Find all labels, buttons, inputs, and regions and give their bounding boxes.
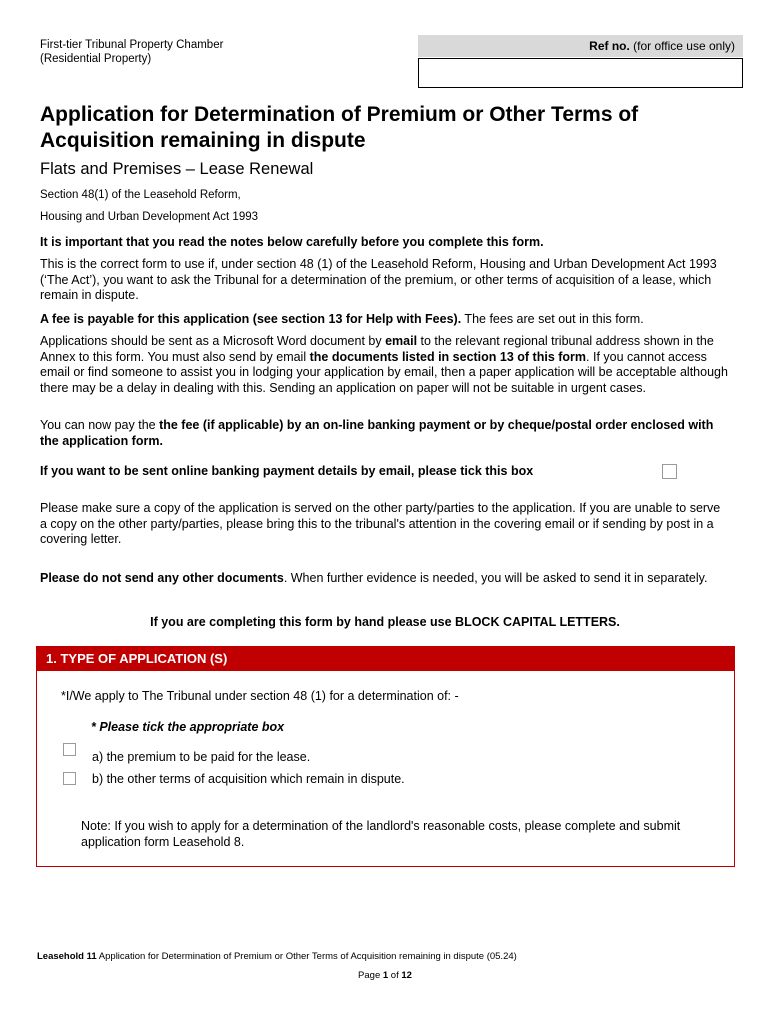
org-line-2: (Residential Property) (40, 53, 152, 65)
form-id: Leasehold 11 (37, 951, 97, 962)
correct-form-paragraph: This is the correct form to use if, under section 48 (1) of the Leasehold Reform, Housing and Urban Development Act 1993 (‘The Act’), you want to ask the Tribunal for a determination of the premium, or other terms of acquisition of a lease, which remain in dispute. (40, 257, 717, 302)
option-b-label: b) the other terms of acquisition which remain in dispute. (92, 772, 405, 786)
payment-paragraph (40, 418, 730, 449)
ref-label: Ref no. (589, 39, 630, 53)
online-banking-label (40, 464, 640, 480)
fee-paragraph (40, 312, 730, 328)
serve-paragraph: Please make sure a copy of the application is served on the other party/parties to the application. If you are unable to serve a copy on the other party/parties, please bring this to the tribunal's attention in the covering email or if sending by post in a covering letter. (40, 501, 721, 546)
section-type-of-application (36, 646, 735, 867)
page-of: of (388, 970, 402, 981)
online-tick-text: If you want to be sent online banking payment details by email, please tick this box (40, 464, 534, 478)
option-a-checkbox[interactable] (63, 743, 76, 756)
important-note (40, 235, 730, 251)
ref-no-label (418, 35, 743, 57)
form-footer (37, 951, 737, 963)
important-text: It is important that you read the notes below carefully before you complete this form. (40, 235, 544, 249)
apps-bold: the documents listed in section 13 of this form (309, 349, 587, 364)
page-number (0, 970, 770, 982)
org-line-1: First-tier Tribunal Property Chamber (40, 39, 224, 51)
org-name (40, 38, 223, 66)
online-banking-checkbox[interactable] (662, 464, 677, 479)
section-1-heading: 1. TYPE OF APPLICATION (S) (37, 647, 734, 671)
applications-paragraph (40, 334, 730, 396)
block-caps-text: If you are completing this form by hand please use BLOCK CAPITAL LETTERS. (150, 615, 620, 629)
apps-email: email (385, 334, 418, 348)
pay-text: You can now pay the (40, 418, 160, 432)
page-title: Application for Determination of Premium or Other Terms of Acquisition remaining in dispute (40, 103, 639, 152)
section-1-intro: *I/We apply to The Tribunal under section 48 (1) for a determination of: - (61, 689, 459, 703)
costs-note: Note: If you wish to apply for a determination of the landlord's reasonable costs, please complete and submit application form Leasehold 8. (81, 819, 681, 849)
fee-rest: The fees are set out in this form. (461, 312, 644, 326)
page-total: 12 (401, 970, 412, 981)
documents-paragraph (40, 571, 730, 587)
docs-bold: Please do not send any other documents (40, 571, 284, 585)
pay-bold: the fee (if applicable) by an on-line banking payment or by cheque/postal order enclosed with the application form. (40, 418, 714, 448)
page-word: Page (358, 970, 383, 981)
docs-rest: . When further evidence is needed, you will be asked to send it in separately. (283, 571, 708, 585)
apps-text-3: . If you cannot access email or find someone to assist you in lodging your application by email, then a paper application will be acceptable although there may be a delay in dealing with this. Sending an application on paper will not be suitable in urgent cases. (40, 349, 728, 395)
block-capitals-note (40, 615, 730, 631)
ref-note: (for office use only) (633, 39, 735, 53)
page-current: 1 (382, 970, 389, 981)
section-reference-1: Section 48(1) of the Leasehold Reform, (40, 189, 241, 201)
fee-bold: A fee is payable for this application (see section 13 for Help with Fees). (40, 312, 462, 326)
option-b-checkbox[interactable] (63, 772, 76, 785)
apps-text-1: Applications should be sent as a Microsoft Word document by (40, 334, 386, 348)
tick-instruction: * Please tick the appropriate box (91, 720, 285, 734)
apps-text-2: to the relevant regional tribunal address shown in the Annex to this form. You must also send by email (40, 334, 714, 364)
form-description: Application for Determination of Premium or Other Terms of Acquisition remaining in dispute (05.24) (96, 951, 517, 962)
section-reference-2: Housing and Urban Development Act 1993 (40, 211, 259, 223)
ref-no-field[interactable] (418, 58, 743, 88)
option-a-label: a) the premium to be paid for the lease. (92, 750, 311, 764)
page-subtitle: Flats and Premises – Lease Renewal (40, 160, 314, 178)
